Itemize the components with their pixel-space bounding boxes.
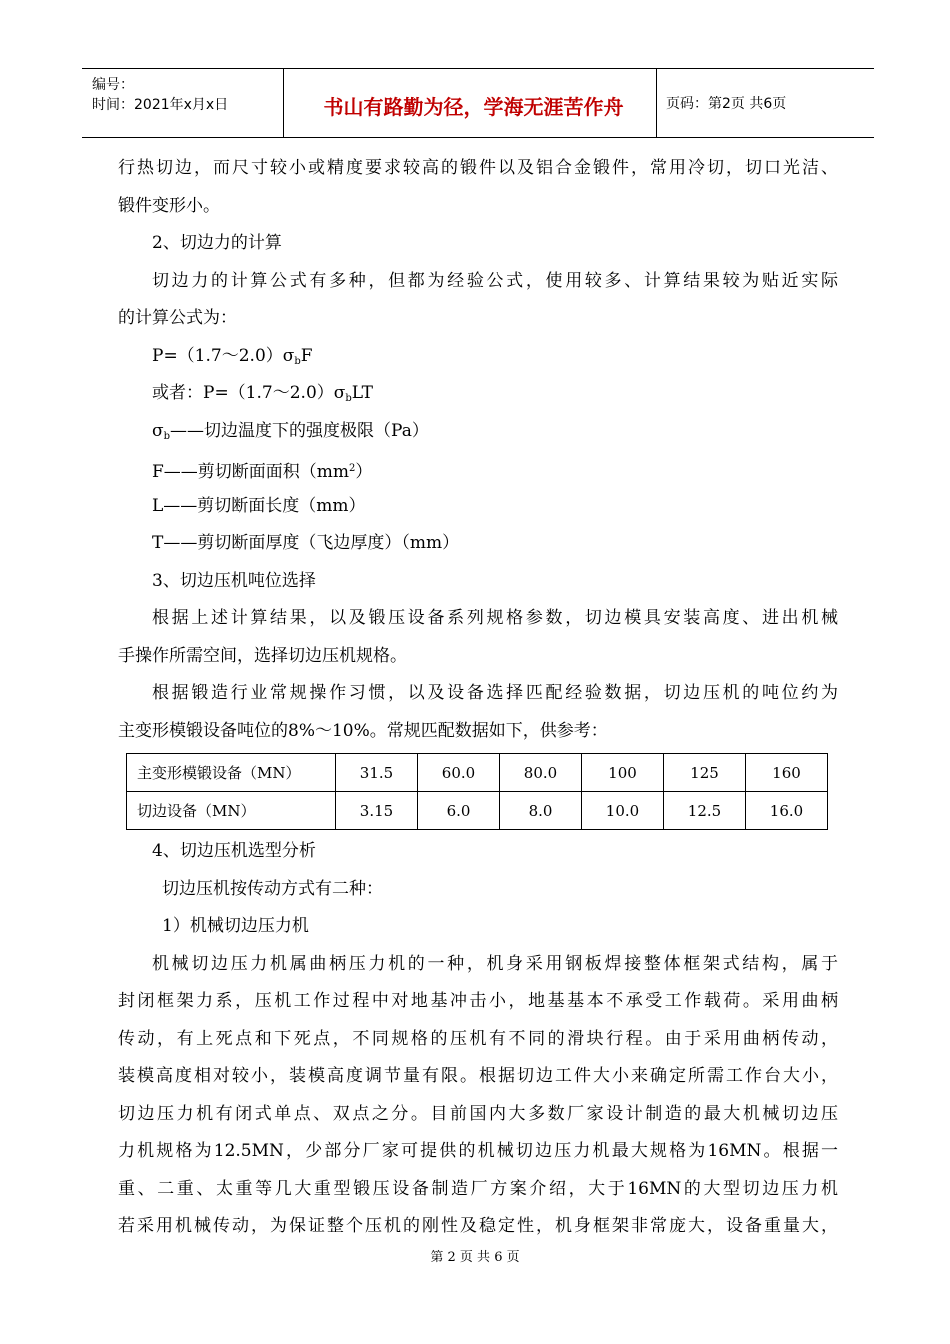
table-cell: 6.0 bbox=[418, 792, 500, 830]
document-body bbox=[118, 150, 838, 1246]
section-heading: 4、切边压机选型分析 bbox=[152, 841, 316, 861]
formula-subscript: b bbox=[345, 393, 352, 404]
doc-number-label: 编号： bbox=[92, 77, 134, 93]
definition-text: ） bbox=[355, 462, 373, 482]
page-footer: 第 2 页 共 6 页 bbox=[430, 1250, 520, 1265]
header-divider bbox=[283, 69, 284, 137]
definition-text: ——切边温度下的强度极限（Pa） bbox=[170, 420, 429, 441]
paragraph-line: 装模高度相对较小，装模高度调节量有限。根据切边工件大小来确定所需工作台大小， bbox=[118, 1066, 838, 1086]
formula-text: F bbox=[300, 345, 313, 366]
subsection-heading: 1）机械切边压力机 bbox=[162, 916, 309, 936]
formula-subscript: b bbox=[294, 355, 301, 367]
paragraph-line: 行热切边，而尺寸较小或精度要求较高的锻件以及铝合金锻件，常用冷切，切口光洁、 bbox=[118, 158, 838, 178]
paragraph-line: 若采用机械传动，为保证整个压机的刚性及稳定性，机身框架非常庞大，设备重量大， bbox=[118, 1216, 838, 1236]
paragraph-line: 根据上述计算结果，以及锻压设备系列规格参数，切边模具安装高度、进出机械 bbox=[152, 608, 838, 628]
table-row-header: 切边设备（MN） bbox=[127, 792, 336, 830]
table-cell: 16.0 bbox=[746, 792, 828, 830]
definition-line: T——剪切断面厚度（飞边厚度）（mm） bbox=[152, 533, 460, 553]
definition-line bbox=[118, 413, 838, 451]
header-page-label: 页码：第2页 共6页 bbox=[666, 96, 787, 112]
table-cell: 125 bbox=[664, 754, 746, 792]
formula-text: 或者：P=（1.7～2.0）σ bbox=[152, 383, 346, 403]
section-heading: 2、切边力的计算 bbox=[152, 233, 282, 253]
paragraph-line: 根据锻造行业常规操作习惯，以及设备选择匹配经验数据，切边压机的吨位约为 bbox=[152, 683, 838, 703]
definition-text: F——剪切断面面积（mm bbox=[152, 462, 350, 482]
table-cell: 160 bbox=[746, 754, 828, 792]
table-row bbox=[127, 792, 828, 830]
page-header bbox=[82, 68, 874, 138]
paragraph-line: 力机规格为12.5MN，少部分厂家可提供的机械切边压力机最大规格为16MN。根据一 bbox=[118, 1141, 838, 1161]
table-row-header: 主变形模锻设备（MN） bbox=[127, 754, 336, 792]
paragraph-line: 机械切边压力机属曲柄压力机的一种，机身采用钢板焊接整体框架式结构，属于 bbox=[152, 953, 838, 974]
paragraph-line: 锻件变形小。 bbox=[118, 195, 220, 216]
paragraph-line: 切边压机按传动方式有二种： bbox=[162, 878, 383, 899]
formula-text: LT bbox=[351, 383, 374, 403]
paragraph-line: 手操作所需空间，选择切边压机规格。 bbox=[118, 645, 407, 666]
table-cell: 80.0 bbox=[500, 754, 582, 792]
paragraph-line: 封闭框架力系，压机工作过程中对地基冲击小，地基基本不承受工作载荷。采用曲柄 bbox=[118, 991, 838, 1011]
table-cell: 100 bbox=[582, 754, 664, 792]
table-cell: 10.0 bbox=[582, 792, 664, 830]
definition-subscript: b bbox=[163, 430, 171, 442]
definition-line: L——剪切断面长度（mm） bbox=[152, 495, 366, 516]
tonnage-table bbox=[126, 753, 828, 830]
table-cell: 3.15 bbox=[336, 792, 418, 830]
definition-line bbox=[118, 450, 838, 488]
table-cell: 12.5 bbox=[664, 792, 746, 830]
formula-line bbox=[118, 338, 838, 376]
table-cell: 31.5 bbox=[336, 754, 418, 792]
definition-text: σ bbox=[152, 420, 164, 441]
table-row bbox=[127, 754, 828, 792]
header-motto: 书山有路勤为径，学海无涯苦作舟 bbox=[323, 95, 624, 119]
paragraph-line: 的计算公式为： bbox=[118, 308, 237, 328]
definition-superscript: 2 bbox=[349, 463, 356, 474]
paragraph-line: 主变形模锻设备吨位的8%～10%。常规匹配数据如下，供参考： bbox=[118, 720, 608, 741]
doc-date-label: 时间：2021年x月x日 bbox=[92, 97, 229, 113]
paragraph-line: 重、二重、太重等几大重型锻压设备制造厂方案介绍，大于16MN的大型切边压力机 bbox=[118, 1178, 838, 1199]
paragraph-line: 切边压力机有闭式单点、双点之分。目前国内大多数厂家设计制造的最大机械切边压 bbox=[118, 1103, 838, 1124]
paragraph-line: 切边力的计算公式有多种，但都为经验公式，使用较多、计算结果较为贴近实际 bbox=[152, 270, 838, 291]
table-cell: 8.0 bbox=[500, 792, 582, 830]
paragraph-line: 传动，有上死点和下死点，不同规格的压机有不同的滑块行程。由于采用曲柄传动， bbox=[118, 1028, 838, 1049]
section-heading: 3、切边压机吨位选择 bbox=[152, 570, 316, 591]
formula-text: P=（1.7～2.0）σ bbox=[152, 345, 295, 366]
table-cell: 60.0 bbox=[418, 754, 500, 792]
formula-line bbox=[118, 375, 838, 413]
header-meta bbox=[92, 75, 228, 115]
